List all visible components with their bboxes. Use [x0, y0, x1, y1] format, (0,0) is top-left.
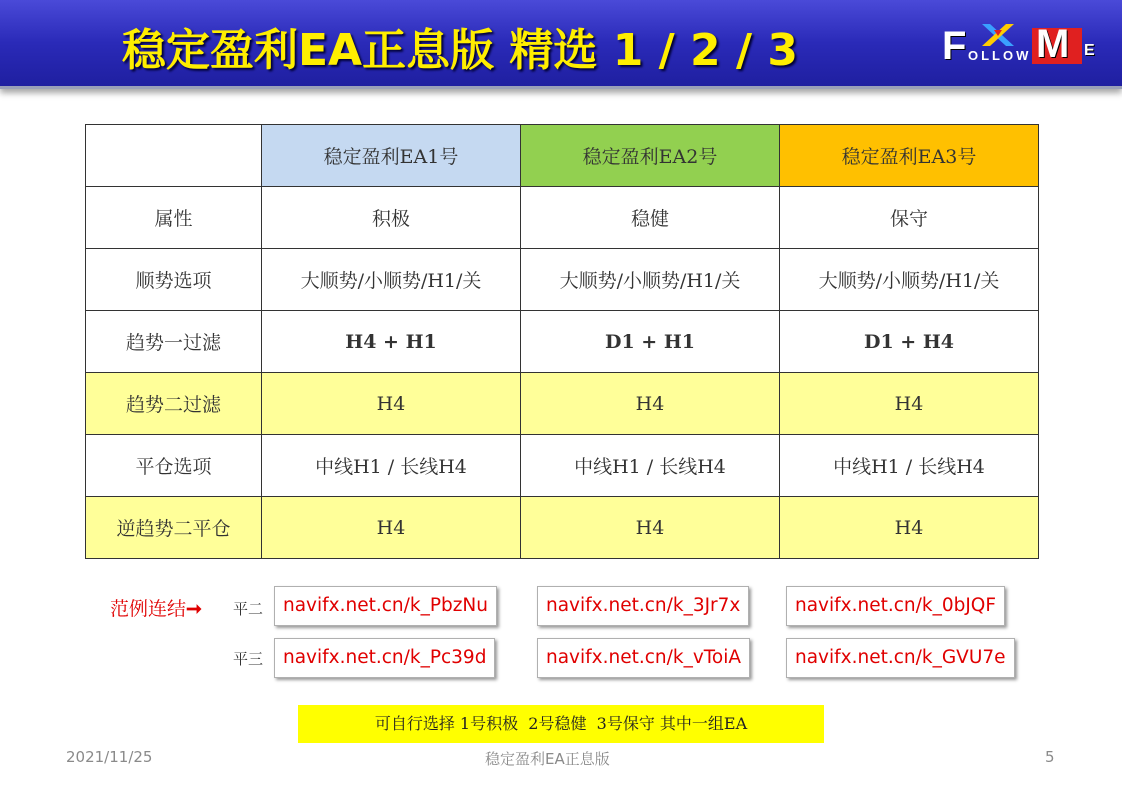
- table-cell: H4: [780, 373, 1039, 435]
- footer-date: 2021/11/25: [66, 748, 153, 766]
- example-link[interactable]: navifx.net.cn/k_3Jr7x: [537, 586, 749, 626]
- row-label: 平仓选项: [86, 435, 262, 497]
- row-label: 趋势二过滤: [86, 373, 262, 435]
- column-header-ea2: 稳定盈利EA2号: [521, 125, 780, 187]
- selection-note: 可自行选择 1号积极 2号稳健 3号保守 其中一组EA: [298, 705, 824, 743]
- footer-page-number: 5: [1045, 748, 1055, 766]
- table-cell: D1 + H4: [780, 311, 1039, 373]
- table-cell: 中线H1 / 长线H4: [780, 435, 1039, 497]
- footer-title: 稳定盈利EA正息版: [485, 750, 610, 768]
- table-cell: 稳健: [521, 187, 780, 249]
- followme-logo: F OLLOW M E: [942, 22, 1095, 68]
- table-cell: H4: [780, 497, 1039, 559]
- table-cell: H4 + H1: [262, 311, 521, 373]
- ea-comparison-table: [85, 124, 1039, 559]
- row-tag-ping2: 平二: [233, 600, 264, 618]
- table-cell: H4: [521, 497, 780, 559]
- table-corner-cell: [86, 125, 262, 187]
- logo-x-icon: [980, 22, 1016, 48]
- row-label: 趋势一过滤: [86, 311, 262, 373]
- table-row-close-option: [86, 435, 1039, 497]
- row-label: 属性: [86, 187, 262, 249]
- row-label: 逆趋势二平仓: [86, 497, 262, 559]
- example-link[interactable]: navifx.net.cn/k_0bJQF: [786, 586, 1005, 626]
- example-link[interactable]: navifx.net.cn/k_PbzNu: [274, 586, 497, 626]
- title-banner: [0, 0, 1122, 89]
- row-tag-ping3: 平三: [233, 650, 264, 668]
- table-cell: 大顺势/小顺势/H1/关: [262, 249, 521, 311]
- arrow-right-icon: ➞: [186, 598, 202, 620]
- table-cell: H4: [262, 497, 521, 559]
- row-label: 顺势选项: [86, 249, 262, 311]
- table-row-counter-trend-close: [86, 497, 1039, 559]
- table-cell: 大顺势/小顺势/H1/关: [780, 249, 1039, 311]
- table-cell: 大顺势/小顺势/H1/关: [521, 249, 780, 311]
- column-header-ea3: 稳定盈利EA3号: [780, 125, 1039, 187]
- example-links-label: [110, 594, 202, 621]
- table-cell: H4: [521, 373, 780, 435]
- table-header-row: [86, 125, 1039, 187]
- table-cell: H4: [262, 373, 521, 435]
- example-link[interactable]: navifx.net.cn/k_Pc39d: [274, 638, 495, 678]
- table-row-trend-filter-1: [86, 311, 1039, 373]
- column-header-ea1: 稳定盈利EA1号: [262, 125, 521, 187]
- example-link[interactable]: navifx.net.cn/k_vToiA: [537, 638, 750, 678]
- table-row-attribute: [86, 187, 1039, 249]
- table-cell: 积极: [262, 187, 521, 249]
- example-link[interactable]: navifx.net.cn/k_GVU7e: [786, 638, 1015, 678]
- table-cell: D1 + H1: [521, 311, 780, 373]
- table-row-trend-option: [86, 249, 1039, 311]
- slide-title: 稳定盈利EA正息版 精选 1 / 2 / 3: [121, 25, 798, 76]
- example-links-text: 范例连结: [110, 598, 187, 620]
- table-cell: 中线H1 / 长线H4: [521, 435, 780, 497]
- table-cell: 保守: [780, 187, 1039, 249]
- table-row-trend-filter-2: [86, 373, 1039, 435]
- table-cell: 中线H1 / 长线H4: [262, 435, 521, 497]
